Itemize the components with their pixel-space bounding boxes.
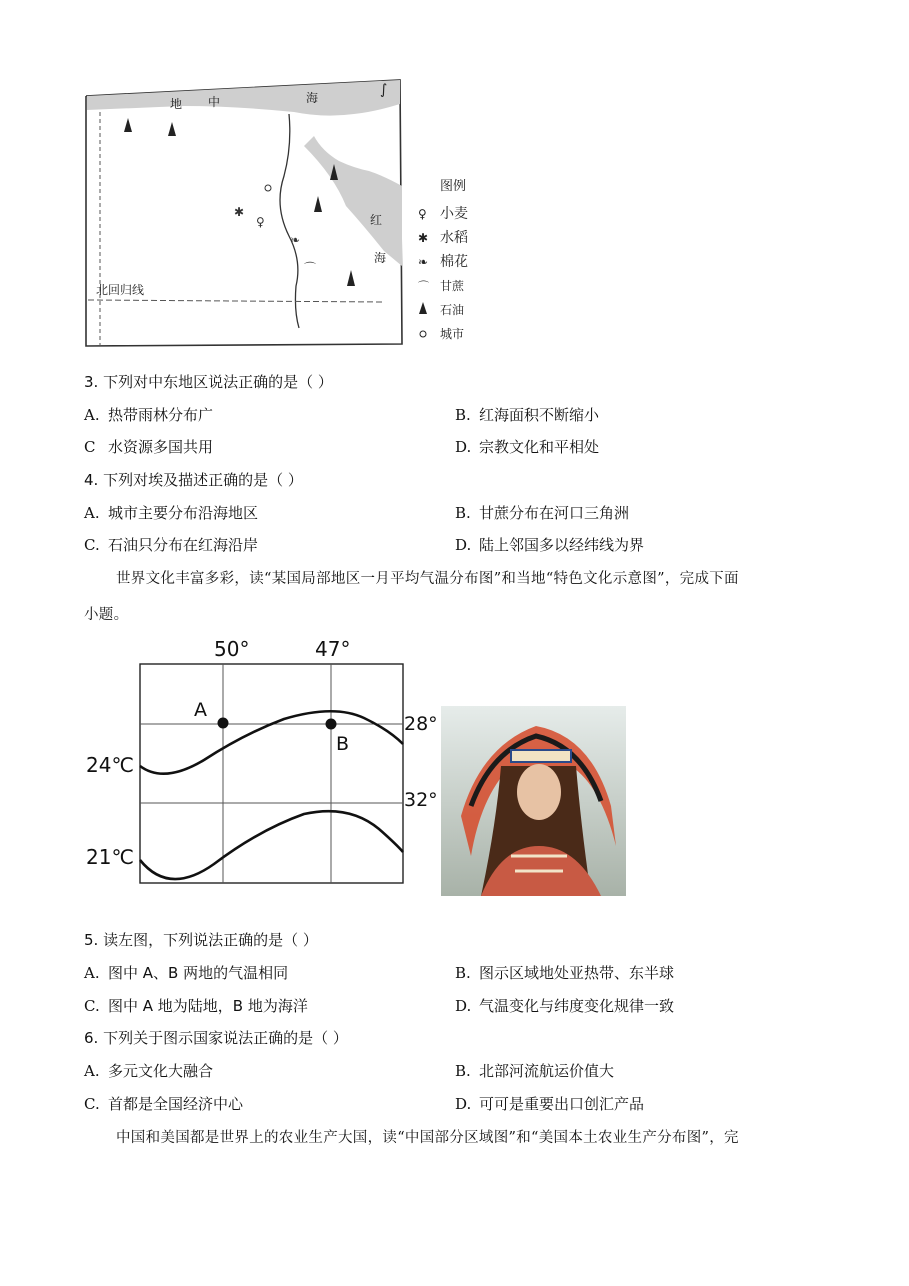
sea-north-char-1: 中 [208, 95, 221, 109]
q3-option-c: C 水资源多国共用 [84, 438, 214, 456]
legend-label-city: 城市 [440, 327, 465, 341]
legend-label-wheat: 小麦 [440, 206, 468, 222]
isotherm-map [84, 634, 444, 894]
point-a-label: A [194, 699, 207, 721]
q4-option-d: D. 陆上邻国多以经纬线为界 [455, 536, 645, 554]
sea-north-char-0: 地 [170, 97, 183, 111]
face [517, 764, 561, 820]
q4-option-c: C. 石油只分布在红海沿岸 [84, 536, 259, 554]
iso-bottom-label: 21℃ [86, 845, 134, 869]
q6-option-c: C. 首都是全国经济中心 [84, 1095, 244, 1113]
cotton-icon: ❧ [290, 233, 301, 247]
cotton-icon: ❧ [418, 255, 429, 269]
culture-photo-svg [441, 706, 626, 896]
q6-option-a: A. 多元文化大融合 [84, 1062, 214, 1080]
legend-label-oil: 石油 [440, 303, 465, 317]
city-icon [420, 331, 426, 337]
oil-icon [347, 270, 355, 286]
q5-stem: 5. 读左图，下列说法正确的是（ ） [84, 931, 318, 949]
legend-label-cotton: 棉花 [440, 254, 468, 270]
legend-items [418, 205, 468, 341]
legend-label-rice: 水稻 [440, 230, 468, 246]
q6-stem: 6. 下列关于图示国家说法正确的是（ ） [84, 1029, 348, 1047]
nile-river [280, 114, 299, 328]
lat-bottom-label: 32° [404, 789, 438, 811]
lat-top-label: 28° [404, 713, 438, 735]
intro1-line2: 小题。 [84, 607, 129, 623]
culture-photo [441, 706, 626, 896]
isotherm-24 [140, 711, 403, 773]
iso-top-label: 24℃ [86, 753, 134, 777]
lon-left-label: 50° [214, 637, 250, 661]
tropic-line [88, 300, 384, 302]
q4-option-a: A. 城市主要分布沿海地区 [84, 504, 259, 522]
wheat-icon: ♀ [418, 207, 427, 221]
q3-option-b: B. 红海面积不断缩小 [455, 406, 600, 424]
q5-option-d: D. 气温变化与纬度变化规律一致 [455, 997, 675, 1015]
q6-option-b: B. 北部河流航运价值大 [455, 1062, 615, 1080]
point-a-marker [218, 718, 229, 729]
oil-icon [168, 122, 176, 136]
q3-option-a: A. 热带雨林分布广 [84, 406, 214, 424]
mediterranean-sea [87, 80, 400, 116]
intro1-line1: 世界文化丰富多彩，读“某国局部地区一月平均气温分布图”和当地“特色文化示意图”，完成下面 [116, 571, 739, 587]
city-icon [265, 185, 271, 191]
sea-north-char-2: 海 [306, 91, 319, 105]
q3-option-d: D. 宗教文化和平相处 [455, 438, 600, 456]
q4-stem: 4. 下列对埃及描述正确的是（ ） [84, 471, 303, 489]
q5-option-b: B. 图示区域地处亚热带、东半球 [455, 964, 675, 982]
rice-icon: ✱ [234, 205, 245, 219]
intro2-line1: 中国和美国都是世界上的农业生产大国，读“中国部分区域图”和“美国本土农业生产分布图”，完 [116, 1130, 739, 1146]
legend-label-sugarcane: 甘蔗 [440, 279, 465, 293]
tropic-label: 北回归线 [96, 283, 145, 297]
q4-option-b: B. 甘蔗分布在河口三角洲 [455, 504, 630, 522]
sea-red-char-1: 海 [374, 251, 387, 265]
point-b-marker [326, 719, 337, 730]
isotherm-map-svg [84, 634, 444, 894]
oil-icon [314, 196, 322, 212]
point-b-label: B [336, 733, 350, 755]
map-frame [140, 664, 403, 883]
rice-icon: ✱ [418, 231, 429, 245]
wheat-icon: ♀ [256, 215, 265, 229]
oil-icon [124, 118, 132, 132]
isotherm-21 [140, 811, 403, 879]
egypt-map-svg [84, 76, 484, 352]
legend-title: 图例 [440, 179, 467, 194]
sugarcane-icon: ⌒ [418, 280, 429, 293]
q6-option-d: D. 可可是重要出口创汇产品 [455, 1095, 645, 1113]
sea-red-char-0: 红 [370, 213, 383, 227]
q5-option-c: C. 图中 A 地为陆地，B 地为海洋 [84, 997, 308, 1015]
island-mark: ∫ [380, 82, 388, 98]
q3-stem: 3. 下列对中东地区说法正确的是（ ） [84, 373, 333, 391]
lon-right-label: 47° [315, 637, 351, 661]
headband [511, 750, 571, 762]
oil-icon [419, 302, 427, 314]
sugarcane-icon: ⌒ [304, 261, 317, 275]
q5-option-a: A. 图中 A、B 两地的气温相同 [84, 964, 289, 982]
egypt-map [84, 76, 484, 352]
